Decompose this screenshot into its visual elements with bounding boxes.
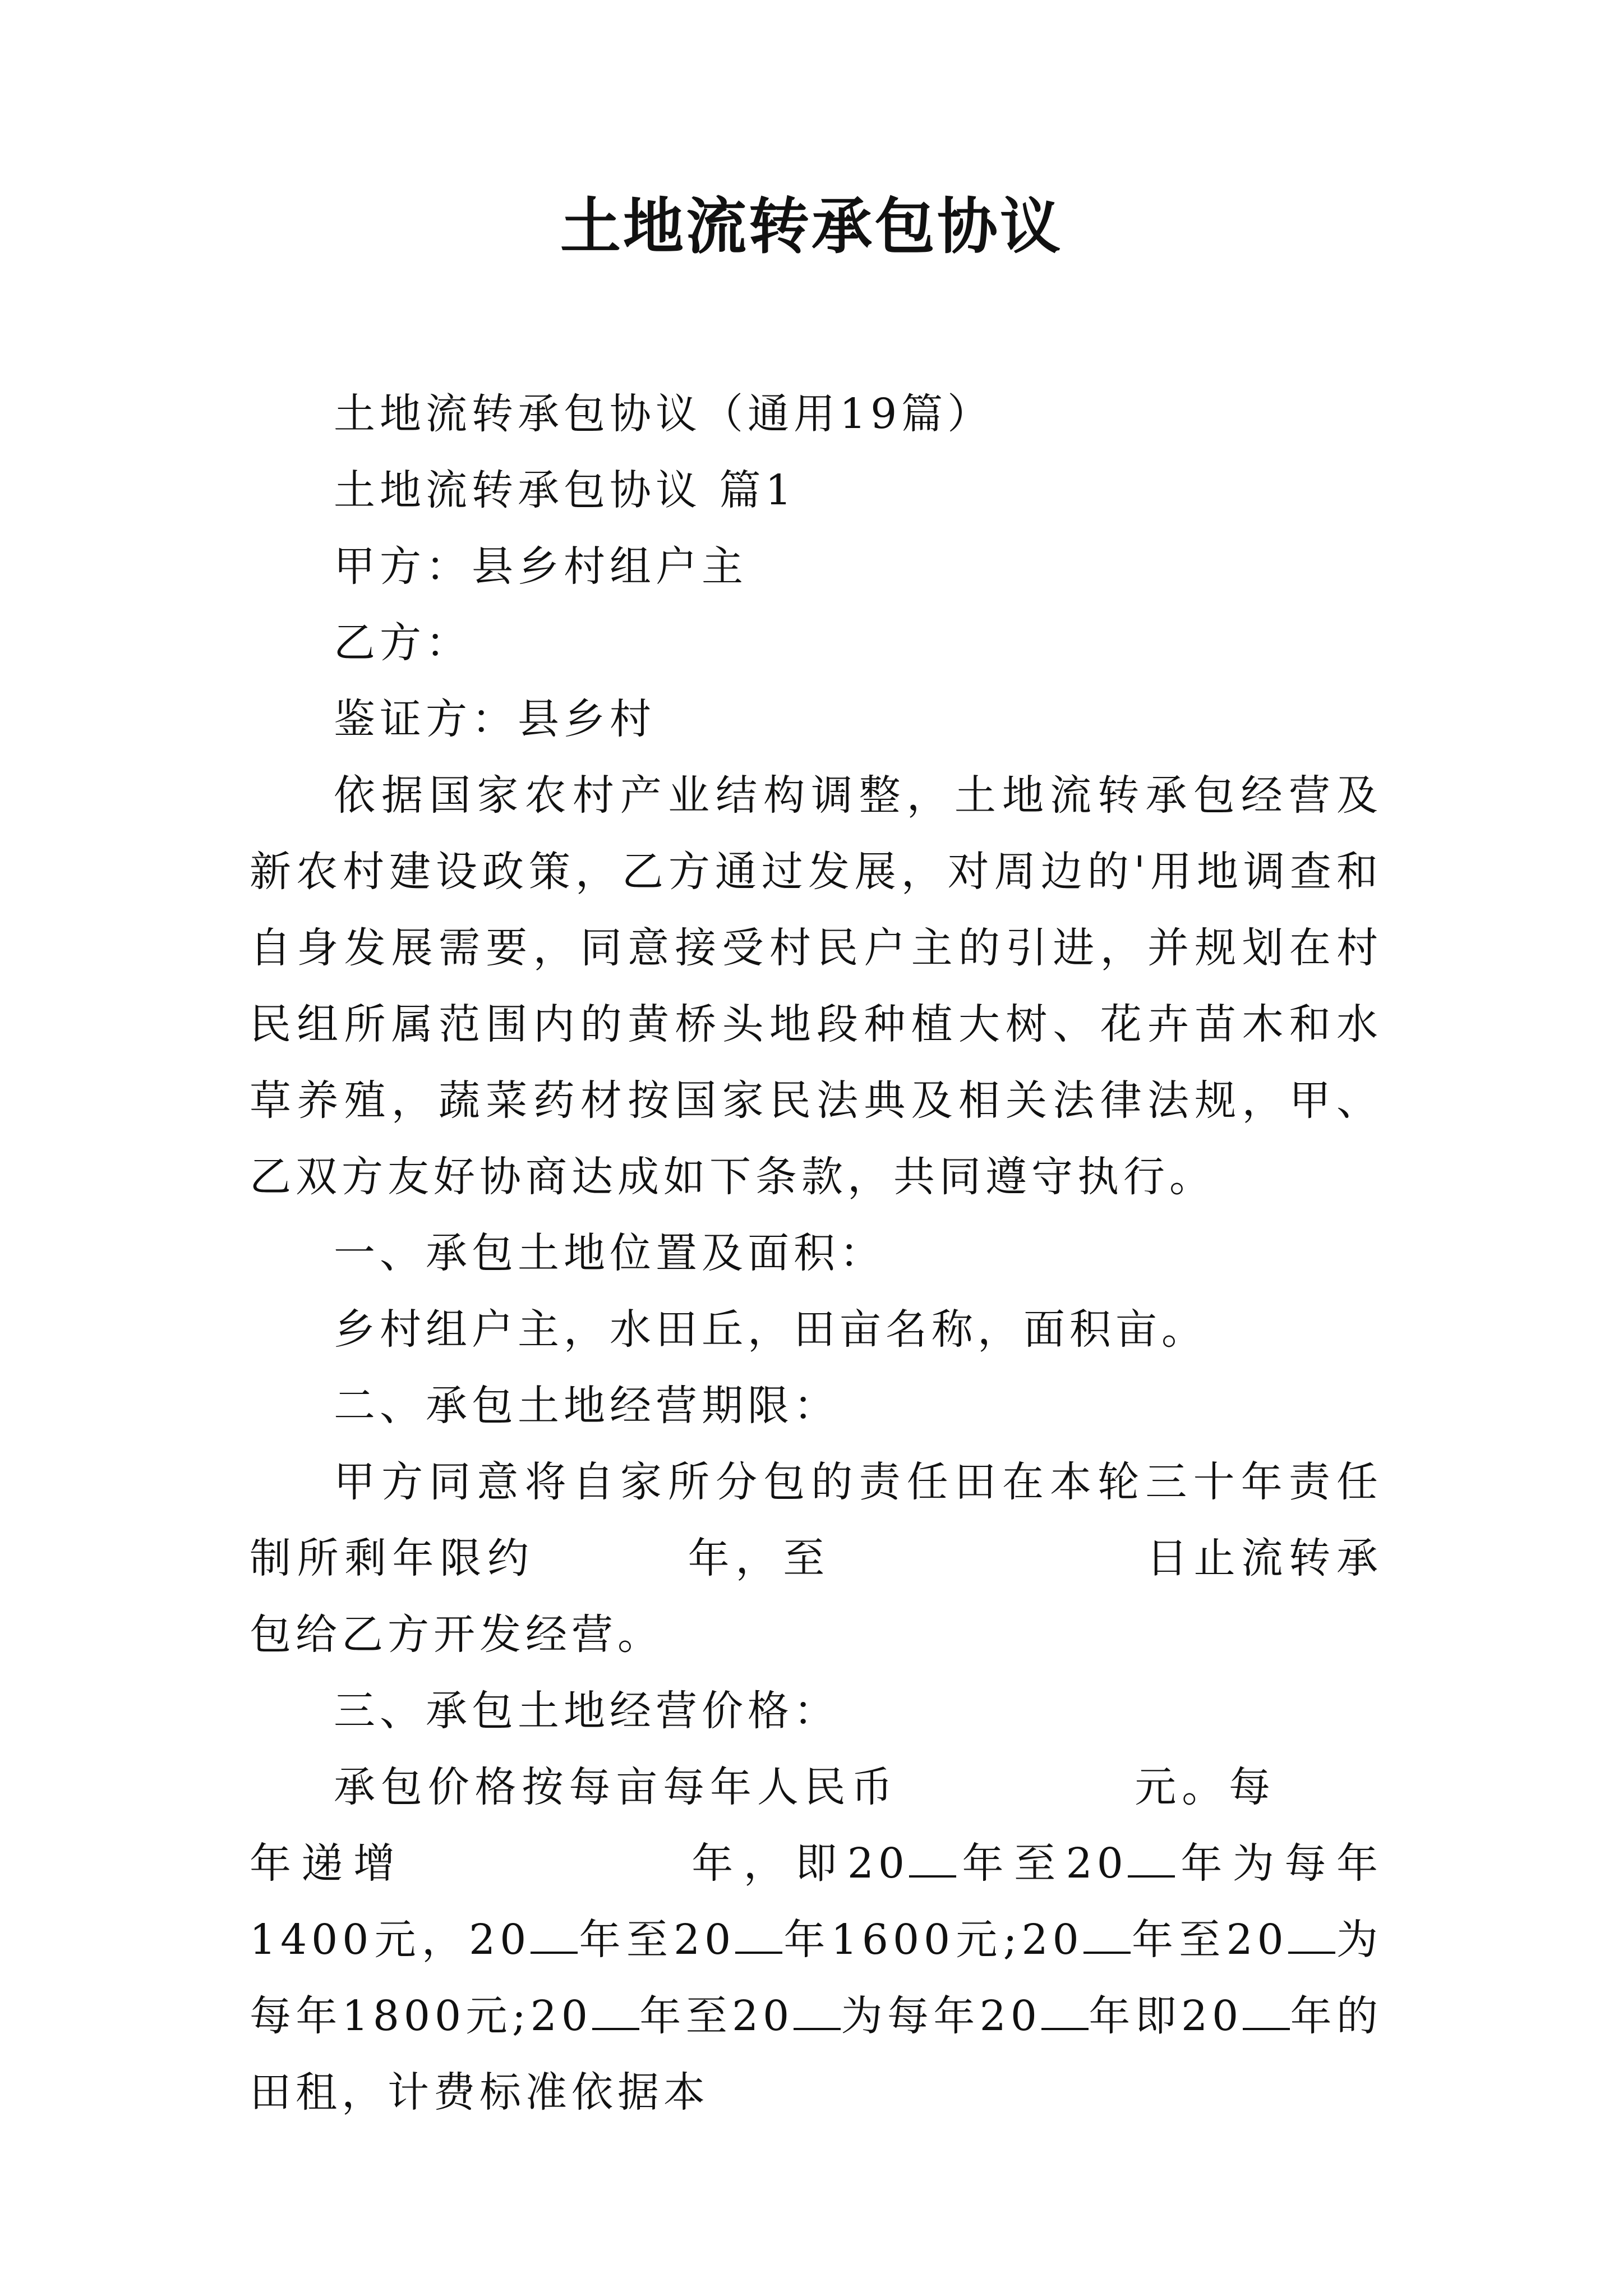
underline-blank: [531, 1918, 578, 1954]
underline-blank: [735, 1918, 782, 1954]
clause-3-text-b: 元。每: [1133, 1763, 1276, 1811]
paragraph-witness: 鉴证方：县乡村: [334, 695, 656, 743]
paragraph-clause-1-body: 乡村组户主，水田丘，田亩名称，面积亩。: [334, 1305, 1207, 1354]
clause-2-text-c: 日止流转承包给乙方开发经营。: [250, 1534, 1383, 1659]
clause-3-text-l: 为每年20: [841, 1992, 1041, 2040]
clause-3-text-a: 承包价格按每亩每年人民币: [334, 1763, 898, 1811]
underline-blank: [1083, 1918, 1131, 1954]
underline-blank: [1128, 1842, 1175, 1878]
paragraph-subtitle: 土地流转承包协议（通用19篇）: [334, 390, 994, 438]
clause-3-text-f: 年为每年1400元，20: [250, 1839, 1382, 1964]
underline-blank: [1288, 1918, 1335, 1954]
paragraph-clause-3-heading: 三、承包土地经营价格：: [334, 1687, 840, 1735]
paragraph-clause-2-body: [250, 1444, 1382, 1673]
clause-3-text-g: 年至20: [578, 1916, 736, 1964]
clause-2-text-a: 甲方同意将自家所分包的责任田在本轮三十年责任制所剩年限约: [250, 1458, 1382, 1582]
paragraph-party-b: 乙方：: [334, 619, 472, 667]
clause-3-text-m: 年即20: [1088, 1992, 1243, 2040]
clause-3-text-j: 为每年1800元;20: [250, 1916, 1383, 2040]
clause-2-text-b: 年，至: [686, 1534, 831, 1582]
paragraph-party-a: 甲方：县乡村组户主: [334, 542, 748, 591]
paragraph-clause-1-heading: 一、承包土地位置及面积：: [334, 1229, 886, 1277]
clause-3-text-e: 年至20: [956, 1839, 1128, 1888]
document-title: 土地流转承包协议: [560, 191, 1063, 262]
clause-3-text-h: 年1600元;20: [782, 1916, 1083, 1964]
underline-blank: [1041, 1994, 1089, 2030]
underline-blank: [794, 1994, 841, 2030]
underline-blank: [592, 1994, 639, 2030]
clause-3-text-d: 年，即20: [685, 1839, 909, 1888]
paragraph-preamble: 依据国家农村产业结构调整，土地流转承包经营及新农村建设政策，乙方通过发展，对周边的'用地调查和自身发展需要，同意接受村民户主的引进，并规划在村民组所属范围内的黄桥头地段种植大树、花卉苗木和水草养殖，蔬菜药材按国家民法典及相关法律法规，甲、乙双方友好协商达成如下条款，共同遵守执行。: [250, 771, 1382, 1201]
underline-blank: [1243, 1994, 1290, 2030]
clause-3-text-i: 年至20: [1130, 1916, 1288, 1964]
clause-3-text-k: 年至20: [639, 1992, 794, 2040]
paragraph-section-heading: 土地流转承包协议 篇1: [334, 466, 796, 514]
document-body: [250, 376, 1382, 2131]
clause-3-text-c: 年递增: [250, 1839, 405, 1888]
clause-3-text-n: 年的田租，计费标准依据本: [250, 1992, 1383, 2116]
paragraph-clause-2-heading: 二、承包土地经营期限：: [334, 1382, 840, 1430]
paragraph-clause-3-body: [250, 1749, 1382, 2131]
underline-blank: [909, 1842, 956, 1878]
